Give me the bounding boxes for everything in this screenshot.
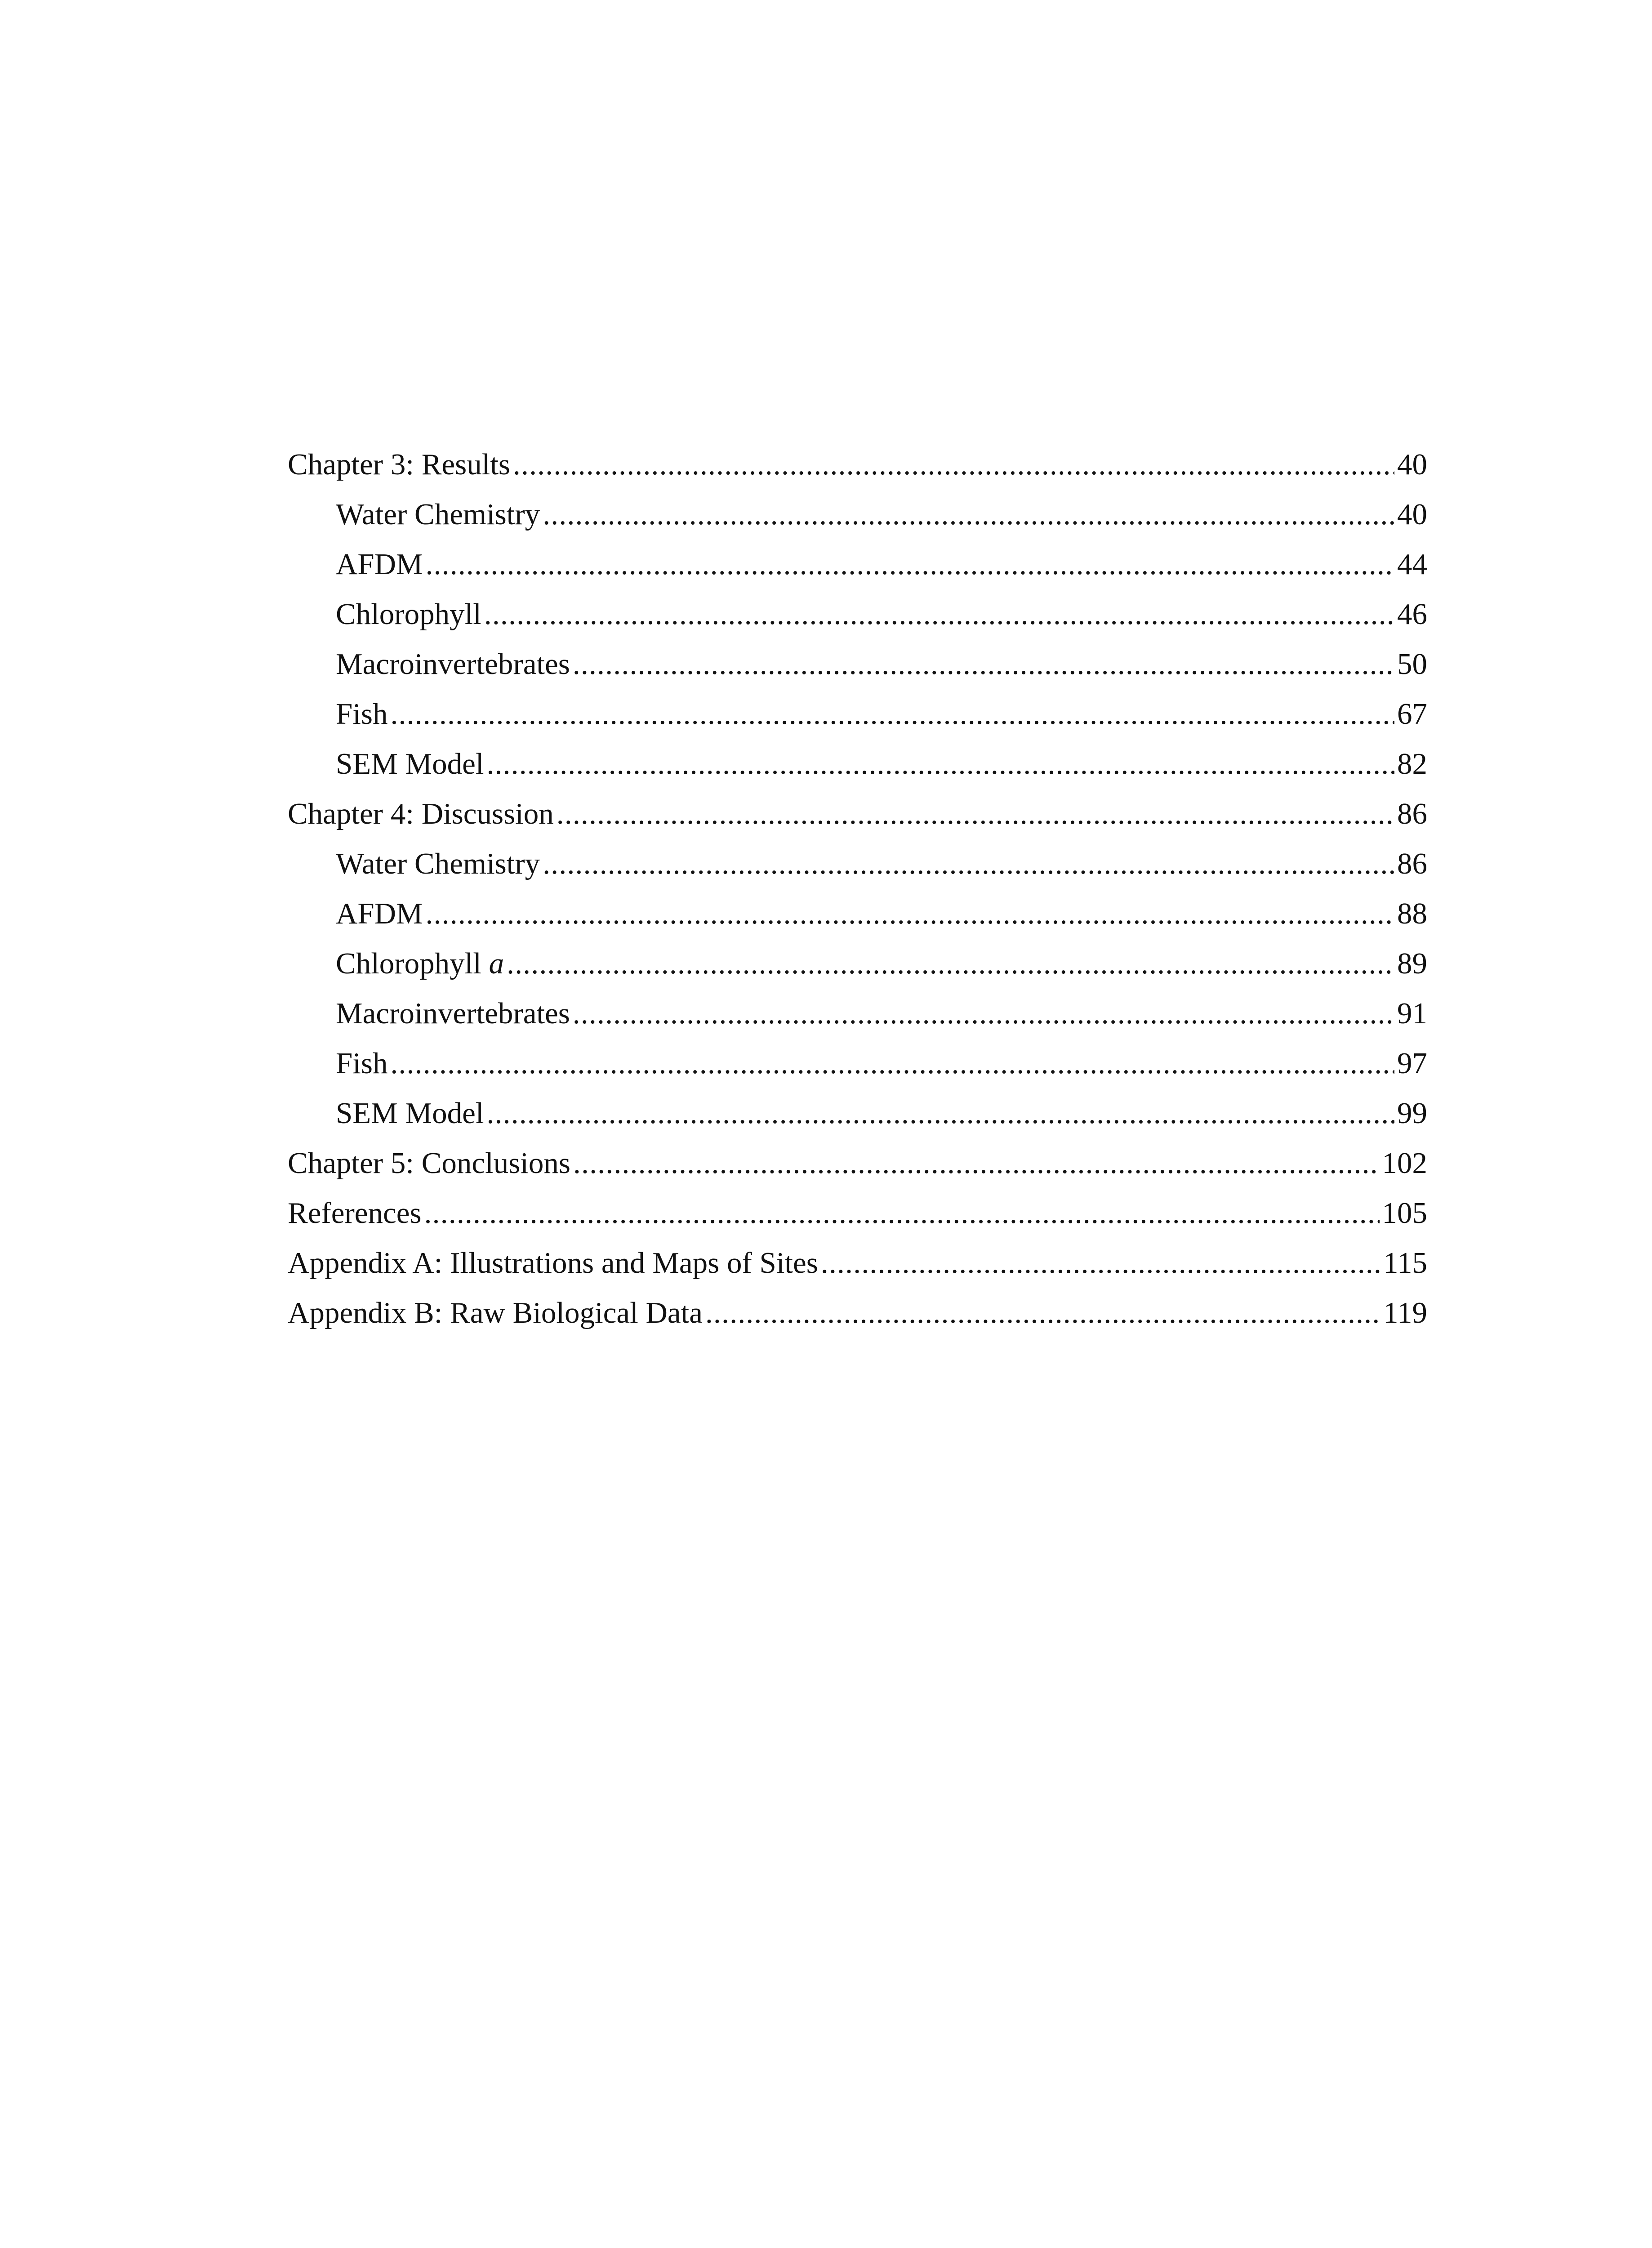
toc-entry-chapter-4-discussion [288,789,1427,839]
toc-entry-fish [288,1039,1427,1088]
toc-page-number: 67 [1397,697,1427,731]
toc-entry-title: Water Chemistry [336,847,540,880]
toc-page-number: 50 [1397,647,1427,681]
toc-entry-water-chemistry [288,490,1427,540]
toc-entry-title: Chapter 3: Results [288,448,511,481]
toc-entry-title: Chapter 5: Conclusions [288,1146,571,1180]
toc-entry-sem-model [288,739,1427,789]
toc-entry-title: AFDM [336,548,423,581]
toc-entry-title: Fish [336,1047,388,1080]
toc-page-number: 40 [1397,498,1427,531]
toc-entry-title: Chlorophyll [336,598,481,631]
dot-leader [543,490,1394,540]
toc-entry-chapter-3-results [288,440,1427,490]
toc-entry-sem-model [288,1088,1427,1138]
dot-leader [507,939,1394,989]
toc-page-number: 82 [1397,747,1427,781]
toc-page-number: 105 [1382,1196,1427,1230]
dot-leader [573,639,1394,689]
toc-entry-title: Appendix A: Illustrations and Maps of Sites [288,1246,818,1280]
toc-entry-references [288,1188,1427,1238]
dot-leader [573,1138,1379,1188]
toc-entry-title: AFDM [336,897,423,930]
toc-entry-macroinvertebrates [288,989,1427,1039]
toc-page-number: 99 [1397,1097,1427,1130]
toc-page-number: 102 [1382,1146,1427,1180]
dot-leader [543,839,1394,889]
dot-leader [390,1039,1394,1088]
dot-leader [557,789,1394,839]
toc-page-number: 46 [1397,598,1427,631]
toc-entry-afdm [288,889,1427,939]
dot-leader [821,1238,1380,1288]
toc-entry-title: Fish [336,697,388,731]
toc-page-number: 44 [1397,548,1427,581]
toc-entry-title: Chlorophyll a [336,947,504,980]
dot-leader [573,989,1394,1039]
toc-entry-macroinvertebrates [288,639,1427,689]
toc-page-number: 40 [1397,448,1427,481]
toc-entry-water-chemistry [288,839,1427,889]
toc-entry-chapter-5-conclusions [288,1138,1427,1188]
toc-entry-fish [288,689,1427,739]
dot-leader [424,1188,1380,1238]
toc-page-number: 89 [1397,947,1427,980]
dot-leader [426,889,1394,939]
toc-page-number: 91 [1397,997,1427,1030]
toc-entry-title: Chapter 4: Discussion [288,797,554,830]
toc-entry-title: Water Chemistry [336,498,540,531]
dot-leader [390,689,1394,739]
toc-page-number: 86 [1397,797,1427,830]
toc-entry-chlorophyll [288,589,1427,639]
toc-entry-title: Macroinvertebrates [336,997,570,1030]
dot-leader [486,1088,1394,1138]
toc-entry-chlorophyll-a [288,939,1427,989]
toc-page-number: 86 [1397,847,1427,880]
toc-entry-title: SEM Model [336,1097,484,1130]
toc-entry-title: Appendix B: Raw Biological Data [288,1296,703,1329]
dot-leader [484,589,1394,639]
toc-entry-appendix-b [288,1288,1427,1338]
toc-entry-title: SEM Model [336,747,484,781]
toc-entry-appendix-a [288,1238,1427,1288]
dot-leader [513,440,1394,490]
toc-entry-italic-suffix: a [489,947,504,980]
toc-page-number: 88 [1397,897,1427,930]
dot-leader [705,1288,1380,1338]
toc-entry-afdm [288,540,1427,589]
toc-entry-title: References [288,1196,422,1230]
dot-leader [426,540,1394,589]
toc-page-number: 115 [1383,1246,1427,1280]
table-of-contents [288,440,1427,1338]
toc-page-number: 97 [1397,1047,1427,1080]
dot-leader [486,739,1394,789]
toc-page-number: 119 [1383,1296,1427,1329]
toc-entry-title: Macroinvertebrates [336,647,570,681]
